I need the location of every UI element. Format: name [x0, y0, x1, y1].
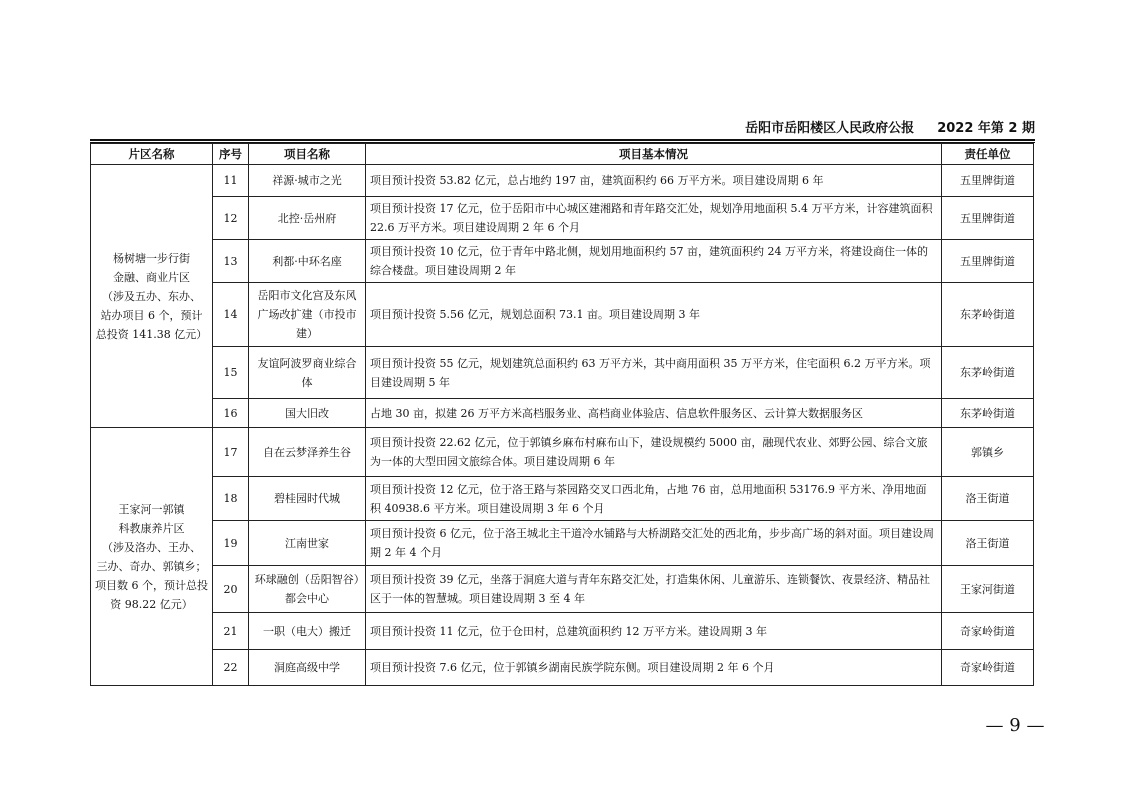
responsible-unit: 五里牌街道: [942, 240, 1034, 283]
project-name: 祥源·城市之光: [249, 165, 366, 197]
responsible-unit: 东茅岭街道: [942, 399, 1034, 428]
project-desc: 项目预计投资 10 亿元，位于青年中路北侧，规划用地面积约 57 亩，建筑面积约 24 万平方米，将建设商住一体的综合楼盘。项目建设周期 2 年: [366, 240, 942, 283]
responsible-unit: 东茅岭街道: [942, 283, 1034, 347]
row-number: 15: [213, 347, 249, 399]
table-row: [91, 240, 1034, 283]
project-desc: 占地 30 亩，拟建 26 万平方米高档服务业、高档商业体验店、信息软件服务区、云计算大数据服务区: [366, 399, 942, 428]
table-row: [91, 650, 1034, 686]
row-number: 18: [213, 477, 249, 521]
project-name: 一职（电大）搬迁: [249, 613, 366, 650]
row-number: 17: [213, 428, 249, 477]
project-desc: 项目预计投资 11 亿元，位于仓田村，总建筑面积约 12 万平方米。建设周期 3 年: [366, 613, 942, 650]
project-desc: 项目预计投资 17 亿元，位于岳阳市中心城区建湘路和青年路交汇处，规划净用地面积 5.4 万平方米，计容建筑面积 22.6 万平方米。项目建设周期 2 年 6 个月: [366, 197, 942, 240]
project-desc: 项目预计投资 12 亿元，位于洛王路与茶园路交叉口西北角，占地 76 亩，总用地面积 53176.9 平方米、净用地面积 40938.6 平方米。项目建设周期 3 年 6 个月: [366, 477, 942, 521]
col-header-no: 序号: [213, 144, 249, 165]
responsible-unit: 洛王街道: [942, 477, 1034, 521]
project-name: 北控·岳州府: [249, 197, 366, 240]
responsible-unit: 郭镇乡: [942, 428, 1034, 477]
responsible-unit: 东茅岭街道: [942, 347, 1034, 399]
zone-line: 王家河一郭镇: [118, 502, 185, 516]
project-name: 碧桂园时代城: [249, 477, 366, 521]
project-name: 国大旧改: [249, 399, 366, 428]
project-desc: 项目预计投资 22.62 亿元，位于郭镇乡麻布村麻布山下，建设规模约 5000 亩，融现代农业、郊野公园、综合文旅为一体的大型田园文旅综合体。项目建设周期 6 年: [366, 428, 942, 477]
table-row: [91, 165, 1034, 197]
responsible-unit: 王家河街道: [942, 566, 1034, 613]
project-desc: 项目预计投资 55 亿元，规划建筑总面积约 63 万平方米，其中商用面积 35 万平方米，住宅面积 6.2 万平方米。项目建设周期 5 年: [366, 347, 942, 399]
responsible-unit: 五里牌街道: [942, 197, 1034, 240]
table-row: [91, 613, 1034, 650]
row-number: 13: [213, 240, 249, 283]
gazette-header: [90, 120, 1035, 138]
project-desc: 项目预计投资 53.82 亿元，总占地约 197 亩，建筑面积约 66 万平方米。项目建设周期 6 年: [366, 165, 942, 197]
zone-line: 金融、商业片区: [113, 270, 190, 284]
project-desc: 项目预计投资 7.6 亿元，位于郭镇乡湖南民族学院东侧。项目建设周期 2 年 6 个月: [366, 650, 942, 686]
table-row: [91, 347, 1034, 399]
row-number: 21: [213, 613, 249, 650]
zone-line: 杨树塘一步行街: [113, 251, 190, 265]
row-number: 12: [213, 197, 249, 240]
zone-cell-1: [91, 165, 213, 428]
zone-line: 三办、奇办、郭镇乡；: [96, 559, 207, 573]
page-number: — 9 —: [985, 715, 1045, 736]
col-header-name: 项目名称: [249, 144, 366, 165]
row-number: 22: [213, 650, 249, 686]
table-row: [91, 566, 1034, 613]
project-name: 岳阳市文化宫及东风广场改扩建（市投市建）: [249, 283, 366, 347]
table-row: [91, 477, 1034, 521]
zone-line: 总投资 141.38 亿元）: [95, 327, 208, 341]
zone-line: （涉及洛办、王办、: [102, 540, 201, 554]
table-row: [91, 197, 1034, 240]
table-row: [91, 283, 1034, 347]
gazette-issue: 2022 年第 2 期: [937, 121, 1035, 136]
row-number: 20: [213, 566, 249, 613]
table-row: [91, 399, 1034, 428]
zone-line: 站办项目 6 个，预计: [100, 308, 203, 322]
header-rule: [90, 139, 1035, 141]
table-row: [91, 428, 1034, 477]
project-name: 友谊阿波罗商业综合体: [249, 347, 366, 399]
project-name: 洞庭高级中学: [249, 650, 366, 686]
projects-table: [90, 143, 1034, 686]
row-number: 11: [213, 165, 249, 197]
responsible-unit: 五里牌街道: [942, 165, 1034, 197]
zone-line: 科教康养片区: [118, 521, 185, 535]
row-number: 14: [213, 283, 249, 347]
table-header-row: [91, 144, 1034, 165]
project-name: 环球融创（岳阳智谷）都会中心: [249, 566, 366, 613]
col-header-zone: 片区名称: [91, 144, 213, 165]
zone-line: 项目数 6 个，预计总投: [95, 578, 208, 592]
row-number: 19: [213, 521, 249, 566]
responsible-unit: 洛王街道: [942, 521, 1034, 566]
zone-line: 资 98.22 亿元）: [110, 597, 193, 611]
project-name: 江南世家: [249, 521, 366, 566]
zone-line: （涉及五办、东办、: [102, 289, 201, 303]
gazette-title: 岳阳市岳阳楼区人民政府公报: [745, 121, 915, 136]
zone-cell-2: [91, 428, 213, 686]
col-header-unit: 责任单位: [942, 144, 1034, 165]
row-number: 16: [213, 399, 249, 428]
project-name: 利都·中环名座: [249, 240, 366, 283]
project-desc: 项目预计投资 5.56 亿元，规划总面积 73.1 亩。项目建设周期 3 年: [366, 283, 942, 347]
col-header-desc: 项目基本情况: [366, 144, 942, 165]
project-desc: 项目预计投资 39 亿元，坐落于洞庭大道与青年东路交汇处，打造集休闲、儿童游乐、连锁餐饮、夜景经济、精品社区于一体的智慧城。项目建设周期 3 至 4 年: [366, 566, 942, 613]
responsible-unit: 奇家岭街道: [942, 650, 1034, 686]
project-desc: 项目预计投资 6 亿元，位于洛王城北主干道冷水铺路与大桥湖路交汇处的西北角，步步高广场的斜对面。项目建设周期 2 年 4 个月: [366, 521, 942, 566]
responsible-unit: 奇家岭街道: [942, 613, 1034, 650]
table-row: [91, 521, 1034, 566]
project-name: 自在云梦泽养生谷: [249, 428, 366, 477]
